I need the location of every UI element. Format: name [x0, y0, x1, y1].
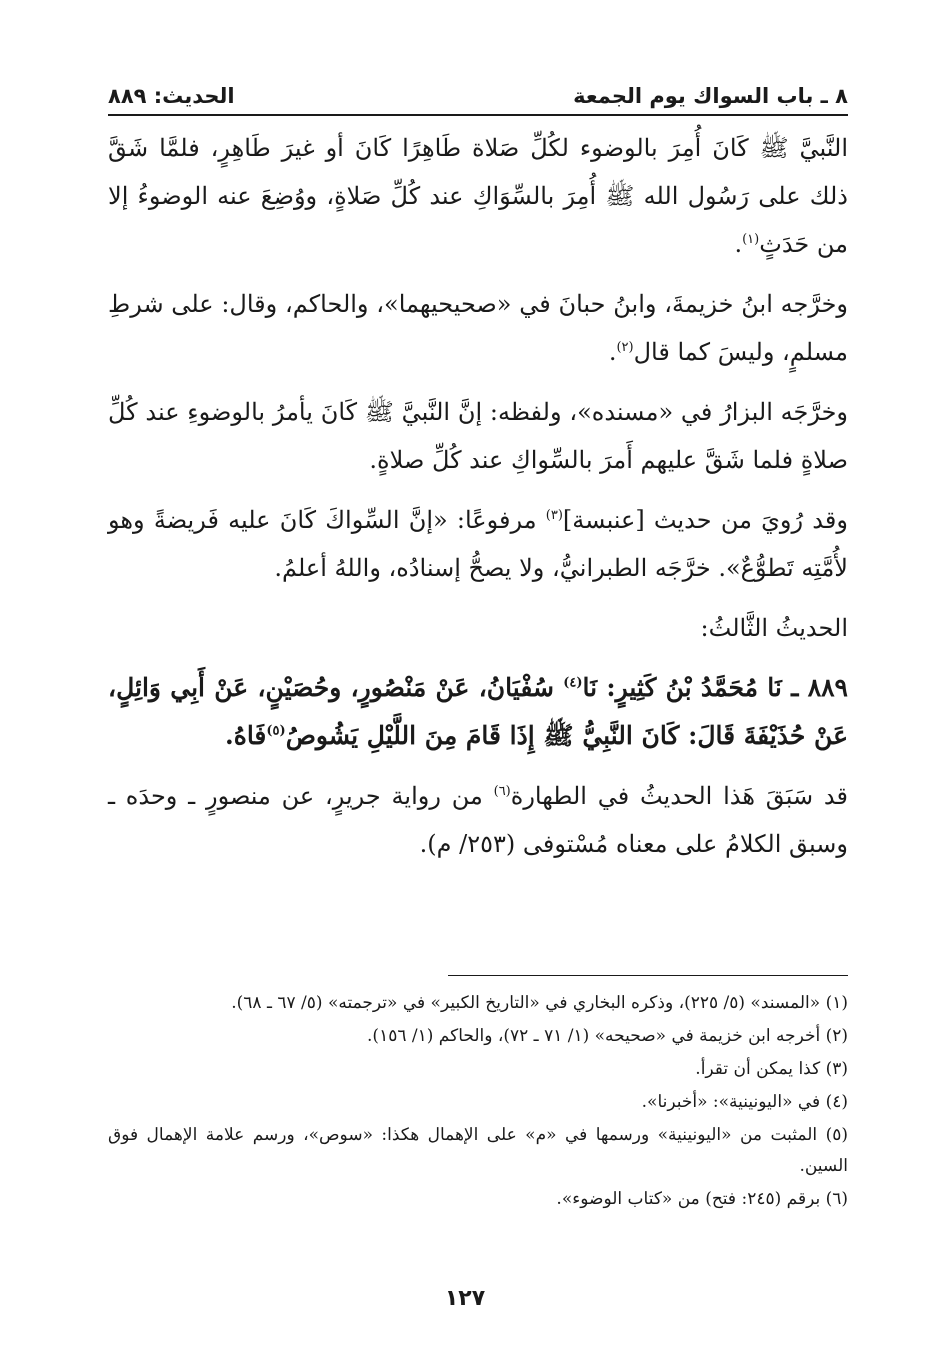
chapter-title: ٨ ـ باب السواك يوم الجمعة — [573, 84, 848, 108]
header-divider — [108, 114, 848, 116]
running-head — [108, 68, 848, 108]
footnotes — [108, 988, 848, 1217]
page-number: ١٢٧ — [444, 1286, 486, 1311]
hadith-text: ٨٨٩ ـ نَا مُحَمَّدُ بْنُ كَثِيرٍ: نَا$^{(٤)}$ سُفْيَانُ، عَنْ مَنْصُورٍ، وحُصَيْنٍ، عَنْ أَبِي وَائِلٍ، عَنْ حُذَيْفَةَ قَالَ: كَانَ النَّبِيُّ ﷺ إِذَا قَامَ مِنَ اللَّيْلِ يَشُوصُ$^{(٥)}$فَاهُ. — [108, 673, 848, 750]
footnote-divider — [448, 975, 848, 976]
paragraph-3: وخرَّجَه البزارُ في «مسنده»، ولفظه: إنَّ النَّبيَّ ﷺ كَانَ يأمرُ بالوضوءِ عند كُلِّ صلاةٍ فلما شَقَّ عليهم أَمرَ بالسِّواكِ عند كُلِّ صلاةٍ. — [108, 398, 848, 474]
paragraph-2: وخرَّجه ابنُ خزيمةَ، وابنُ حبانَ في «صحيحيهما»، والحاكم، وقال: على شرطِ مسلمٍ، وليسَ كما قال$^{(٢)}$. — [108, 290, 848, 366]
commentary: قد سَبَقَ هَذا الحديثُ في الطهارة$^{(٦)}$ من رواية جريرٍ، عن منصورٍ ـ وحدَه ـ وسبق الكلامُ على معناه مُسْتوفى (٢٥٣/ م). — [108, 782, 848, 858]
footnote-ref-4: (٤) — [563, 675, 583, 691]
section-heading: الحديثُ الثَّالثُ: — [700, 614, 848, 642]
footnote-1: (١) «المسند» (٥/ ٢٢٥)، وذكره البخاري في «التاريخ الكبير» في «ترجمته» (٥/ ٦٧ ـ ٦٨). — [231, 993, 848, 1013]
main-text — [108, 124, 848, 880]
footnote-3: (٣) كذا يمكن أن تقرأ. — [695, 1059, 848, 1079]
footnote-ref-1: (١) — [742, 232, 760, 247]
footnote-2: (٢) أخرجه ابن خزيمة في «صحيحه» (١/ ٧١ ـ ٧٢)، والحاكم (١/ ١٥٦). — [367, 1026, 848, 1046]
footnote-ref-2: (٢) — [616, 340, 634, 355]
hadith-number-label: الحديث: ٨٨٩ — [108, 84, 235, 108]
footnote-ref-3: (٣) — [545, 508, 563, 523]
footnote-ref-5: (٥) — [266, 723, 286, 739]
footnote-4: (٤) في «اليونينية»: «أخبرنا». — [641, 1092, 848, 1112]
paragraph-1: النَّبيَّ ﷺ كَانَ أُمِرَ بالوضوء لكُلِّ صَلاة طَاهِرًا كَانَ أو غيرَ طَاهِرٍ، فلمَّا شَقَّ ذلك على رَسُول الله ﷺ أُمِرَ بالسِّوَاكِ عند كُلِّ صَلاةٍ، ووُضِعَ عنه الوضوءُ إلا من حَدَثٍ$^{(١)}$. — [108, 134, 848, 258]
paragraph-4: وقد رُويَ من حديث [عنبسة]$^{(٣)}$ مرفوعًا: «إنَّ السِّواكَ كَانَ عليه فَريضةً وهو لأُمَّتِه تَطوُّعٌ». خرَّجَه الطبرانيُّ، ولا يصحُّ إسنادُه، واللهُ أعلمُ. — [108, 506, 848, 582]
footnote-6: (٦) برقم (٢٤٥: فتح) من «كتاب الوضوء». — [556, 1189, 848, 1209]
footnote-5: (٥) المثبت من «اليونينية» ورسمها في «م» على الإهمال هكذا: «سوص»، ورسم علامة الإهمال فوق السين. — [108, 1125, 848, 1176]
footnote-ref-6: (٦) — [493, 784, 511, 799]
